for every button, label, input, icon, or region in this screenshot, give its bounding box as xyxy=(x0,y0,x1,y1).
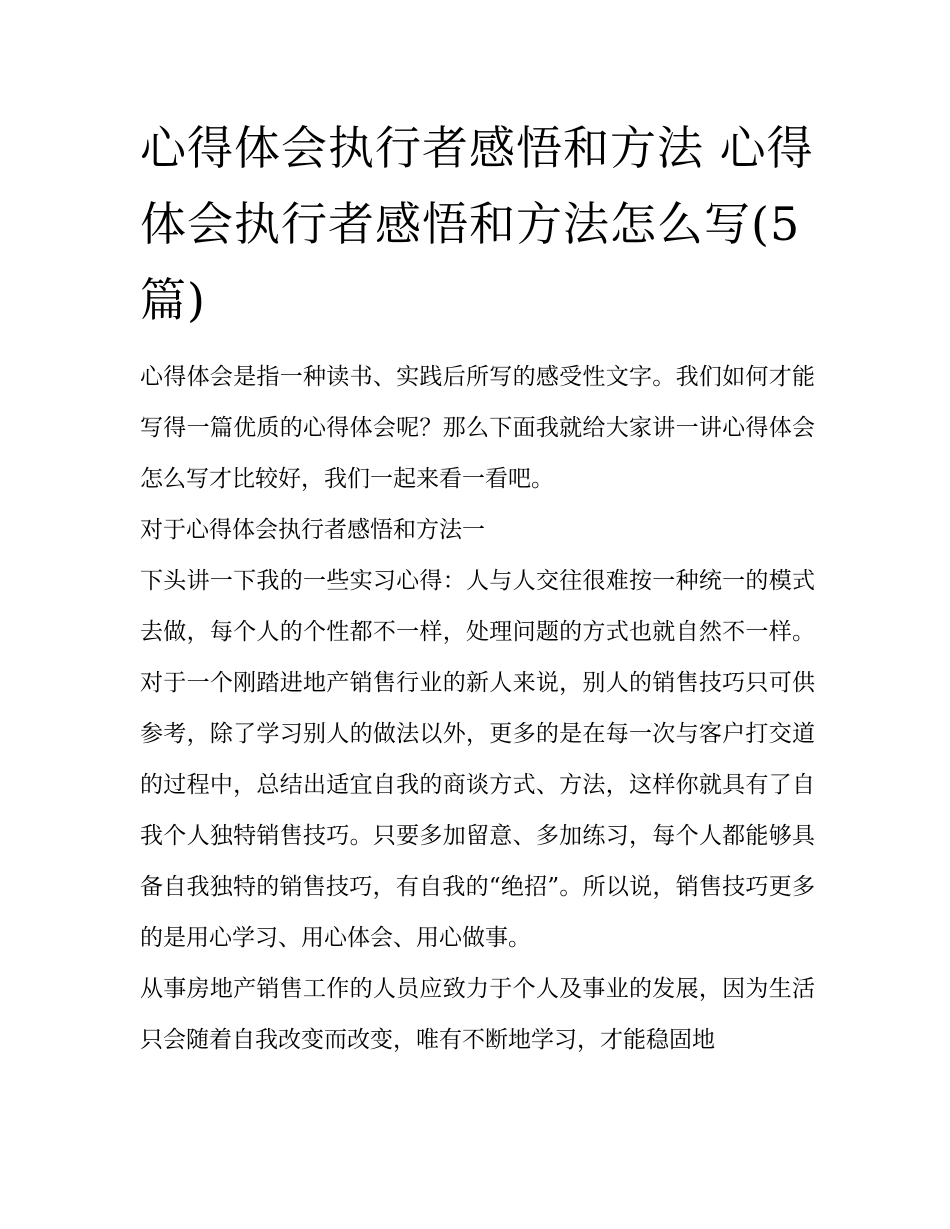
document-title: 心得体会执行者感悟和方法 心得体会执行者感悟和方法怎么写(5篇) xyxy=(140,121,814,327)
body-paragraph: 下头讲一下我的一些实习心得：人与人交往很难按一种统一的模式去做，每个人的个性都不一样，处理问题的方式也就自然不一样。对于一个刚踏进地产销售行业的新人来说，别人的销售技巧只可供参考，除了学习别人的做法以外，更多的是在每一次与客户打交道的过程中，总结出适宜自我的商谈方式、方法，这样你就具有了自我个人独特销售技巧。只要多加留意、多加练习，每个人都能够具备自我独特的销售技巧，有自我的“绝招”。所以说，销售技巧更多的是用心学习、用心体会、用心做事。 xyxy=(140,568,815,951)
body-paragraph: 从事房地产销售工作的人员应致力于个人及事业的发展，因为生活只会随着自我改变而改变，唯有不断地学习，才能稳固地 xyxy=(140,976,815,1053)
section-heading: 对于心得体会执行者感悟和方法一 xyxy=(140,517,485,543)
document-page xyxy=(140,110,815,1066)
intro-paragraph: 心得体会是指一种读书、实践后所写的感受性文字。我们如何才能写得一篇优质的心得体会呢？那么下面我就给大家讲一讲心得体会怎么写才比较好，我们一起来看一看吧。 xyxy=(140,364,815,492)
